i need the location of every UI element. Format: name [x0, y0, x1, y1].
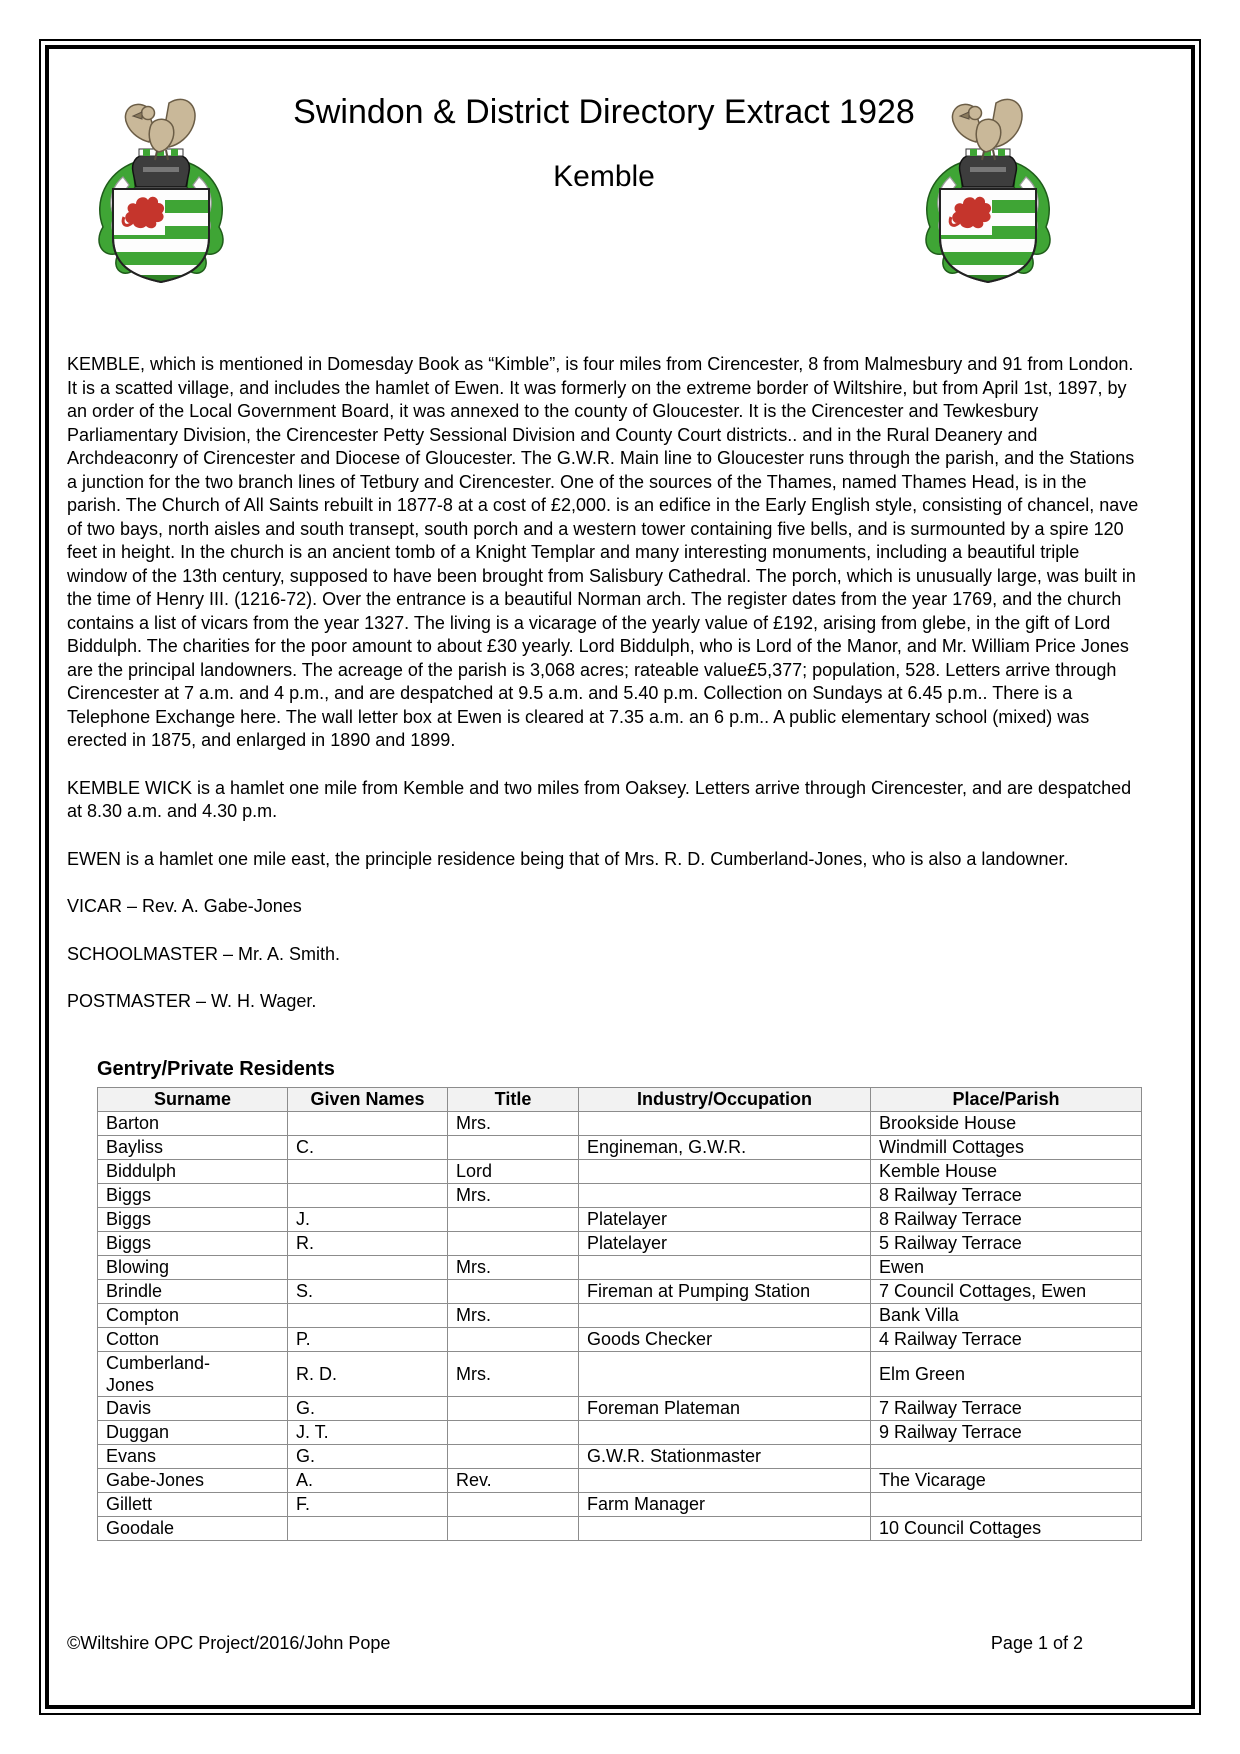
- table-cell: Engineman, G.W.R.: [579, 1135, 871, 1159]
- table-cell: Fireman at Pumping Station: [579, 1279, 871, 1303]
- table-cell: Biddulph: [98, 1159, 288, 1183]
- document-header: [67, 93, 1141, 323]
- table-cell: [871, 1492, 1142, 1516]
- table-cell: [448, 1396, 579, 1420]
- column-header: Place/Parish: [871, 1087, 1142, 1111]
- table-row: [98, 1444, 1142, 1468]
- table-cell: Windmill Cottages: [871, 1135, 1142, 1159]
- table-cell: 7 Council Cottages, Ewen: [871, 1279, 1142, 1303]
- table-row: [98, 1303, 1142, 1327]
- page-subtitle: Kemble: [553, 160, 655, 193]
- column-header: Surname: [98, 1087, 288, 1111]
- table-cell: Mrs.: [448, 1183, 579, 1207]
- table-cell: [448, 1135, 579, 1159]
- table-cell: [288, 1303, 448, 1327]
- table-cell: [579, 1183, 871, 1207]
- table-cell: [579, 1468, 871, 1492]
- table-cell: [448, 1207, 579, 1231]
- table-row: [98, 1351, 1142, 1396]
- table-row: [98, 1516, 1142, 1540]
- table-row: [98, 1135, 1142, 1159]
- table-cell: [448, 1516, 579, 1540]
- residents-section-title: Gentry/Private Residents: [97, 1057, 335, 1080]
- table-cell: J.: [288, 1207, 448, 1231]
- table-cell: Rev.: [448, 1468, 579, 1492]
- table-cell: [579, 1351, 871, 1396]
- page-number: Page 1 of 2: [990, 1633, 1083, 1653]
- table-cell: [579, 1516, 871, 1540]
- table-cell: Mrs.: [448, 1351, 579, 1396]
- table-cell: Goodale: [98, 1516, 288, 1540]
- table-cell: Cotton: [98, 1327, 288, 1351]
- table-cell: Farm Manager: [579, 1492, 871, 1516]
- table-cell: [448, 1231, 579, 1255]
- body-text: [67, 353, 1141, 1014]
- coat-of-arms-icon: [912, 93, 1064, 283]
- table-cell: [579, 1303, 871, 1327]
- table-cell: Barton: [98, 1111, 288, 1135]
- table-cell: Blowing: [98, 1255, 288, 1279]
- column-header: Given Names: [288, 1087, 448, 1111]
- table-cell: Mrs.: [448, 1111, 579, 1135]
- vicar-line: VICAR – Rev. A. Gabe-Jones: [67, 896, 302, 916]
- table-cell: Kemble House: [871, 1159, 1142, 1183]
- table-row: [98, 1111, 1142, 1135]
- table-cell: 4 Railway Terrace: [871, 1327, 1142, 1351]
- table-cell: [288, 1255, 448, 1279]
- table-cell: Davis: [98, 1396, 288, 1420]
- residents-header-row: [98, 1087, 1142, 1111]
- table-cell: [448, 1279, 579, 1303]
- table-row: [98, 1492, 1142, 1516]
- table-cell: [448, 1492, 579, 1516]
- table-row: [98, 1396, 1142, 1420]
- table-cell: Ewen: [871, 1255, 1142, 1279]
- table-row: [98, 1231, 1142, 1255]
- postmaster-line: POSTMASTER – W. H. Wager.: [67, 991, 317, 1011]
- table-cell: Goods Checker: [579, 1327, 871, 1351]
- table-cell: Platelayer: [579, 1231, 871, 1255]
- table-cell: [579, 1255, 871, 1279]
- table-row: [98, 1255, 1142, 1279]
- table-cell: Cumberland- Jones: [98, 1351, 288, 1396]
- table-cell: 9 Railway Terrace: [871, 1420, 1142, 1444]
- table-cell: J. T.: [288, 1420, 448, 1444]
- table-cell: Elm Green: [871, 1351, 1142, 1396]
- table-cell: G.: [288, 1396, 448, 1420]
- paragraph-kemble: KEMBLE, which is mentioned in Domesday Book as “Kimble”, is four miles from Cirencester, 8 from Malmesbury and 91 from London. It is a scatted village, and includes the hamlet of Ewen. It was formerly on the extreme border of Wiltshire, but from April 1st, 1897, by an order of the Local Government Board, it was annexed to the county of Gloucester. It is the Cirencester and Tewkesbury Parliamentary Division, the Cirencester Petty Sessional Division and County Court districts.. and in the Rural Deanery and Archdeaconry of Cirencester and Diocese of Gloucester. The G.W.R. Main line to Gloucester runs through the parish, and the Stations a junction for the two branch lines of Tetbury and Cirencester. One of the sources of the Thames, named Thames Head, is in the parish. The Church of All Saints rebuilt in 1877-8 at a cost of £2,000. is an edifice in the Early English style, consisting of chancel, nave of two bays, north aisles and south transept, south porch and a western tower containing five bells, and is surmounted by a spire 120 feet in height. In the church is an ancient tomb of a Knight Templar and many interesting monuments, including a beautiful triple window of the 13th century, supposed to have been brought from Salisbury Cathedral. The porch, which is unusually large, was built in the time of Henry III. (1216-72). Over the entrance is a beautiful Norman arch. The register dates from the year 1769, and the church contains a list of vicars from the year 1327. The living is a vicarage of the yearly value of £192, arising from glebe, in the gift of Lord Biddulph. The charities for the poor amount to about £30 yearly. Lord Biddulph, who is Lord of the Manor, and Mr. William Price Jones are the principal landowners. The acreage of the parish is 3,068 acres; rateable value£5,377; population, 528. Letters arrive through Cirencester at 7 a.m. and 4 p.m., and are despatched at 9.5 a.m. and 5.40 p.m. Collection on Sundays at 6.45 p.m.. There is a Telephone Exchange here. The wall letter box at Ewen is cleared at 7.35 a.m. an 6 p.m.. A public elementary school (mixed) was erected in 1875, and enlarged in 1890 and 1899.: [67, 354, 1139, 750]
- table-cell: Gillett: [98, 1492, 288, 1516]
- page-title: Swindon & District Directory Extract 1928: [293, 93, 915, 131]
- table-cell: [288, 1183, 448, 1207]
- table-cell: [448, 1327, 579, 1351]
- table-cell: A.: [288, 1468, 448, 1492]
- table-cell: R. D.: [288, 1351, 448, 1396]
- table-cell: [288, 1111, 448, 1135]
- table-cell: [579, 1159, 871, 1183]
- table-cell: Brindle: [98, 1279, 288, 1303]
- table-cell: 7 Railway Terrace: [871, 1396, 1142, 1420]
- table-row: [98, 1327, 1142, 1351]
- table-cell: [288, 1516, 448, 1540]
- column-header: Title: [448, 1087, 579, 1111]
- table-cell: F.: [288, 1492, 448, 1516]
- table-cell: G.W.R. Stationmaster: [579, 1444, 871, 1468]
- table-row: [98, 1183, 1142, 1207]
- table-cell: 8 Railway Terrace: [871, 1207, 1142, 1231]
- coat-of-arms-icon: [85, 93, 237, 283]
- table-cell: Gabe-Jones: [98, 1468, 288, 1492]
- table-cell: Brookside House: [871, 1111, 1142, 1135]
- column-header: Industry/Occupation: [579, 1087, 871, 1111]
- table-cell: Duggan: [98, 1420, 288, 1444]
- copyright-text: ©Wiltshire OPC Project/2016/John Pope: [67, 1633, 391, 1653]
- table-cell: 10 Council Cottages: [871, 1516, 1142, 1540]
- table-row: [98, 1159, 1142, 1183]
- table-cell: Evans: [98, 1444, 288, 1468]
- table-row: [98, 1207, 1142, 1231]
- table-cell: The Vicarage: [871, 1468, 1142, 1492]
- table-row: [98, 1468, 1142, 1492]
- table-cell: G.: [288, 1444, 448, 1468]
- table-cell: 5 Railway Terrace: [871, 1231, 1142, 1255]
- table-cell: [448, 1444, 579, 1468]
- table-cell: Mrs.: [448, 1255, 579, 1279]
- table-cell: Foreman Plateman: [579, 1396, 871, 1420]
- table-row: [98, 1279, 1142, 1303]
- table-row: [98, 1420, 1142, 1444]
- schoolmaster-line: SCHOOLMASTER – Mr. A. Smith.: [67, 943, 341, 964]
- table-cell: P.: [288, 1327, 448, 1351]
- table-cell: Biggs: [98, 1183, 288, 1207]
- table-cell: S.: [288, 1279, 448, 1303]
- table-cell: Platelayer: [579, 1207, 871, 1231]
- table-cell: Lord: [448, 1159, 579, 1183]
- page-footer: [67, 1633, 1141, 1654]
- table-cell: Mrs.: [448, 1303, 579, 1327]
- table-cell: Biggs: [98, 1231, 288, 1255]
- table-cell: Biggs: [98, 1207, 288, 1231]
- table-cell: C.: [288, 1135, 448, 1159]
- paragraph-kemble-wick: KEMBLE WICK is a hamlet one mile from Kemble and two miles from Oaksey. Letters arrive through Cirencester, and are despatched at 8.30 a.m. and 4.30 p.m.: [67, 777, 1132, 821]
- table-cell: [579, 1111, 871, 1135]
- paragraph-ewen: EWEN is a hamlet one mile east, the principle residence being that of Mrs. R. D. Cumberland-Jones, who is also a landowner.: [67, 848, 1069, 869]
- residents-table: [97, 1087, 1142, 1541]
- table-cell: Bank Villa: [871, 1303, 1142, 1327]
- residents-table-body: [98, 1111, 1142, 1540]
- table-cell: 8 Railway Terrace: [871, 1183, 1142, 1207]
- table-cell: [871, 1444, 1142, 1468]
- page-content: [67, 0, 1141, 1541]
- table-cell: [288, 1159, 448, 1183]
- table-cell: [448, 1420, 579, 1444]
- table-cell: R.: [288, 1231, 448, 1255]
- table-cell: Compton: [98, 1303, 288, 1327]
- table-cell: Bayliss: [98, 1135, 288, 1159]
- table-cell: [579, 1420, 871, 1444]
